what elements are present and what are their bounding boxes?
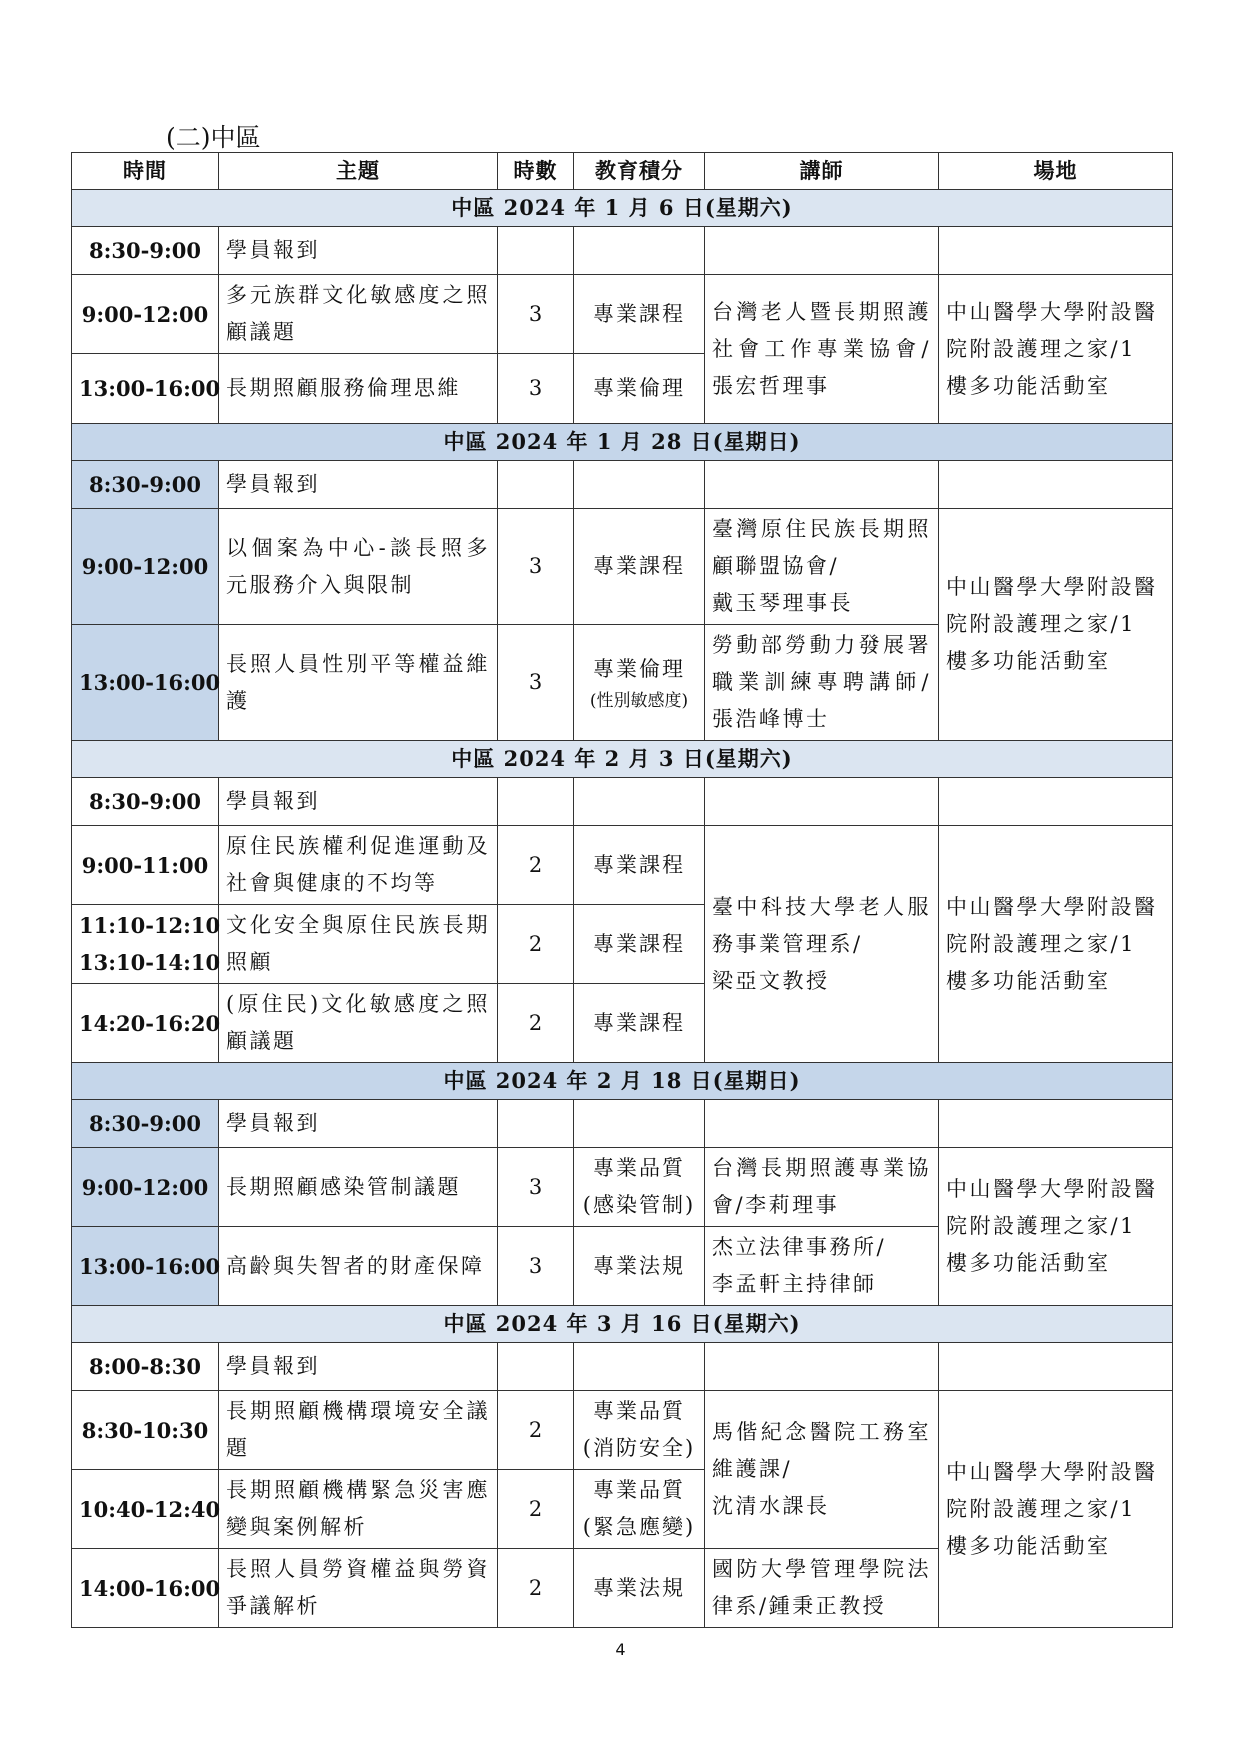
time-line: 13:10-14:10 (79, 950, 221, 975)
teacher-cell (705, 1227, 939, 1306)
time-line: 11:10-12:10 (79, 913, 221, 938)
hours-cell: 2 (498, 1549, 574, 1628)
topic-cell: 學員報到 (219, 1343, 498, 1391)
time-cell: 13:00-16:00 (72, 1227, 219, 1306)
credit-cell: 專業課程 (574, 984, 705, 1063)
time-cell: 8:30-9:00 (72, 778, 219, 826)
topic-cell: 長照人員勞資權益與勞資爭議解析 (219, 1549, 498, 1628)
credit-cell: 專業課程 (574, 275, 705, 354)
topic-cell: 長期照顧機構環境安全議題 (219, 1391, 498, 1470)
credit-cell (574, 1470, 705, 1549)
venue-cell: 中山醫學大學附設醫院附設護理之家/1 樓多功能活動室 (939, 509, 1173, 741)
credit-cell: 專業倫理 (574, 354, 705, 424)
table-row (72, 509, 1173, 625)
teacher-cell (705, 826, 939, 1063)
table-row (72, 1148, 1173, 1227)
time-cell: 8:00-8:30 (72, 1343, 219, 1391)
teacher-cell: 勞動部勞動力發展署職業訓練專聘講師/張浩峰博士 (705, 625, 939, 741)
credit-sublabel: (性別敏感度) (589, 691, 689, 711)
teacher-line: 杰立法律事務所/ (712, 1235, 887, 1259)
teacher-line: 戴玉琴理事長 (712, 591, 853, 615)
credit-cell: 專業課程 (574, 509, 705, 625)
table-row (72, 461, 1173, 509)
time-cell (72, 905, 219, 984)
credit-cell (574, 625, 705, 741)
hours-cell: 2 (498, 1470, 574, 1549)
credit-sublabel: (緊急應變) (582, 1515, 696, 1539)
topic-cell: 高齡與失智者的財產保障 (219, 1227, 498, 1306)
table-row (72, 778, 1173, 826)
hours-cell: 2 (498, 1391, 574, 1470)
date-row (72, 1306, 1173, 1343)
venue-cell: 中山醫學大學附設醫院附設護理之家/1 樓多功能活動室 (939, 1148, 1173, 1306)
table-row (72, 227, 1173, 275)
time-cell: 8:30-10:30 (72, 1391, 219, 1470)
topic-cell: 學員報到 (219, 1100, 498, 1148)
hours-cell: 3 (498, 625, 574, 741)
table-row (72, 1343, 1173, 1391)
hours-cell: 2 (498, 984, 574, 1063)
teacher-line: 臺灣原住民族長期照顧聯盟協會/ (712, 517, 931, 578)
topic-cell: 文化安全與原住民族長期照顧 (219, 905, 498, 984)
topic-cell: 長期照顧感染管制議題 (219, 1148, 498, 1227)
date-row (72, 741, 1173, 778)
time-cell: 8:30-9:00 (72, 227, 219, 275)
date-row (72, 1063, 1173, 1100)
page-number: 4 (615, 1640, 626, 1659)
teacher-cell: 國防大學管理學院法律系/鍾秉正教授 (705, 1549, 939, 1628)
header-topic: 主題 (219, 153, 498, 190)
header-venue: 場地 (939, 153, 1173, 190)
table-row (72, 1391, 1173, 1470)
topic-cell: 以個案為中心-談長照多元服務介入與限制 (219, 509, 498, 625)
credit-cell: 專業課程 (574, 826, 705, 905)
hours-cell: 3 (498, 354, 574, 424)
time-cell: 10:40-12:40 (72, 1470, 219, 1549)
header-hours: 時數 (498, 153, 574, 190)
table-row (72, 1100, 1173, 1148)
date-label: 中區 2024 年 2 月 18 日(星期日) (72, 1063, 1173, 1100)
topic-cell: 原住民族權利促進運動及社會與健康的不均等 (219, 826, 498, 905)
teacher-cell (705, 1391, 939, 1549)
teacher-line: 馬偕紀念醫院工務室維護課/ (712, 1420, 931, 1481)
date-label: 中區 2024 年 2 月 3 日(星期六) (72, 741, 1173, 778)
time-cell: 13:00-16:00 (72, 625, 219, 741)
header-time: 時間 (72, 153, 219, 190)
credit-label: 專業品質 (593, 1478, 685, 1502)
time-cell: 8:30-9:00 (72, 1100, 219, 1148)
topic-cell: 學員報到 (219, 778, 498, 826)
credit-cell: 專業法規 (574, 1227, 705, 1306)
teacher-line: 梁亞文教授 (712, 968, 830, 993)
credit-cell (574, 1391, 705, 1470)
date-label: 中區 2024 年 1 月 6 日(星期六) (72, 190, 1173, 227)
topic-cell: 多元族群文化敏感度之照顧議題 (219, 275, 498, 354)
topic-cell: 長期照顧機構緊急災害應變與案例解析 (219, 1470, 498, 1549)
header-row (72, 153, 1173, 190)
credit-label: 專業品質 (593, 1399, 685, 1423)
credit-cell (574, 1148, 705, 1227)
time-cell: 9:00-11:00 (72, 826, 219, 905)
venue-cell: 中山醫學大學附設醫院附設護理之家/1 樓多功能活動室 (939, 826, 1173, 1063)
credit-sublabel: (感染管制) (582, 1193, 696, 1217)
credit-cell: 專業課程 (574, 905, 705, 984)
topic-cell: 學員報到 (219, 461, 498, 509)
hours-cell: 3 (498, 509, 574, 625)
topic-cell: 長期照顧服務倫理思維 (219, 354, 498, 424)
hours-cell: 3 (498, 275, 574, 354)
hours-cell: 2 (498, 905, 574, 984)
venue-cell: 中山醫學大學附設醫院附設護理之家/1 樓多功能活動室 (939, 275, 1173, 424)
teacher-line: 臺中科技大學老人服務事業管理系/ (712, 894, 931, 956)
time-cell: 9:00-12:00 (72, 275, 219, 354)
time-cell: 14:20-16:20 (72, 984, 219, 1063)
teacher-line: 李孟軒主持律師 (712, 1272, 877, 1296)
table-row (72, 275, 1173, 354)
teacher-cell: 台灣長期照護專業協會/李莉理事 (705, 1148, 939, 1227)
time-cell: 14:00-16:00 (72, 1549, 219, 1628)
credit-label: 專業倫理 (593, 657, 685, 681)
time-cell: 9:00-12:00 (72, 1148, 219, 1227)
hours-cell: 2 (498, 826, 574, 905)
date-row (72, 190, 1173, 227)
topic-cell: 學員報到 (219, 227, 498, 275)
date-label: 中區 2024 年 1 月 28 日(星期日) (72, 424, 1173, 461)
hours-cell: 3 (498, 1148, 574, 1227)
hours-cell: 3 (498, 1227, 574, 1306)
section-heading: (二)中區 (166, 123, 261, 152)
time-cell: 9:00-12:00 (72, 509, 219, 625)
credit-label: 專業品質 (593, 1156, 685, 1180)
table-row (72, 826, 1173, 905)
date-row (72, 424, 1173, 461)
teacher-cell: 台灣老人暨長期照護社會工作專業協會/張宏哲理事 (705, 275, 939, 424)
topic-cell: 長照人員性別平等權益維護 (219, 625, 498, 741)
teacher-cell (705, 509, 939, 625)
schedule-table (71, 152, 1173, 1628)
time-cell: 13:00-16:00 (72, 354, 219, 424)
header-credit: 教育積分 (574, 153, 705, 190)
header-teacher: 講師 (705, 153, 939, 190)
credit-sublabel: (消防安全) (582, 1436, 696, 1460)
topic-cell: (原住民)文化敏感度之照顧議題 (219, 984, 498, 1063)
venue-cell: 中山醫學大學附設醫院附設護理之家/1 樓多功能活動室 (939, 1391, 1173, 1628)
date-label: 中區 2024 年 3 月 16 日(星期六) (72, 1306, 1173, 1343)
teacher-line: 沈清水課長 (712, 1494, 830, 1518)
time-cell: 8:30-9:00 (72, 461, 219, 509)
credit-cell: 專業法規 (574, 1549, 705, 1628)
